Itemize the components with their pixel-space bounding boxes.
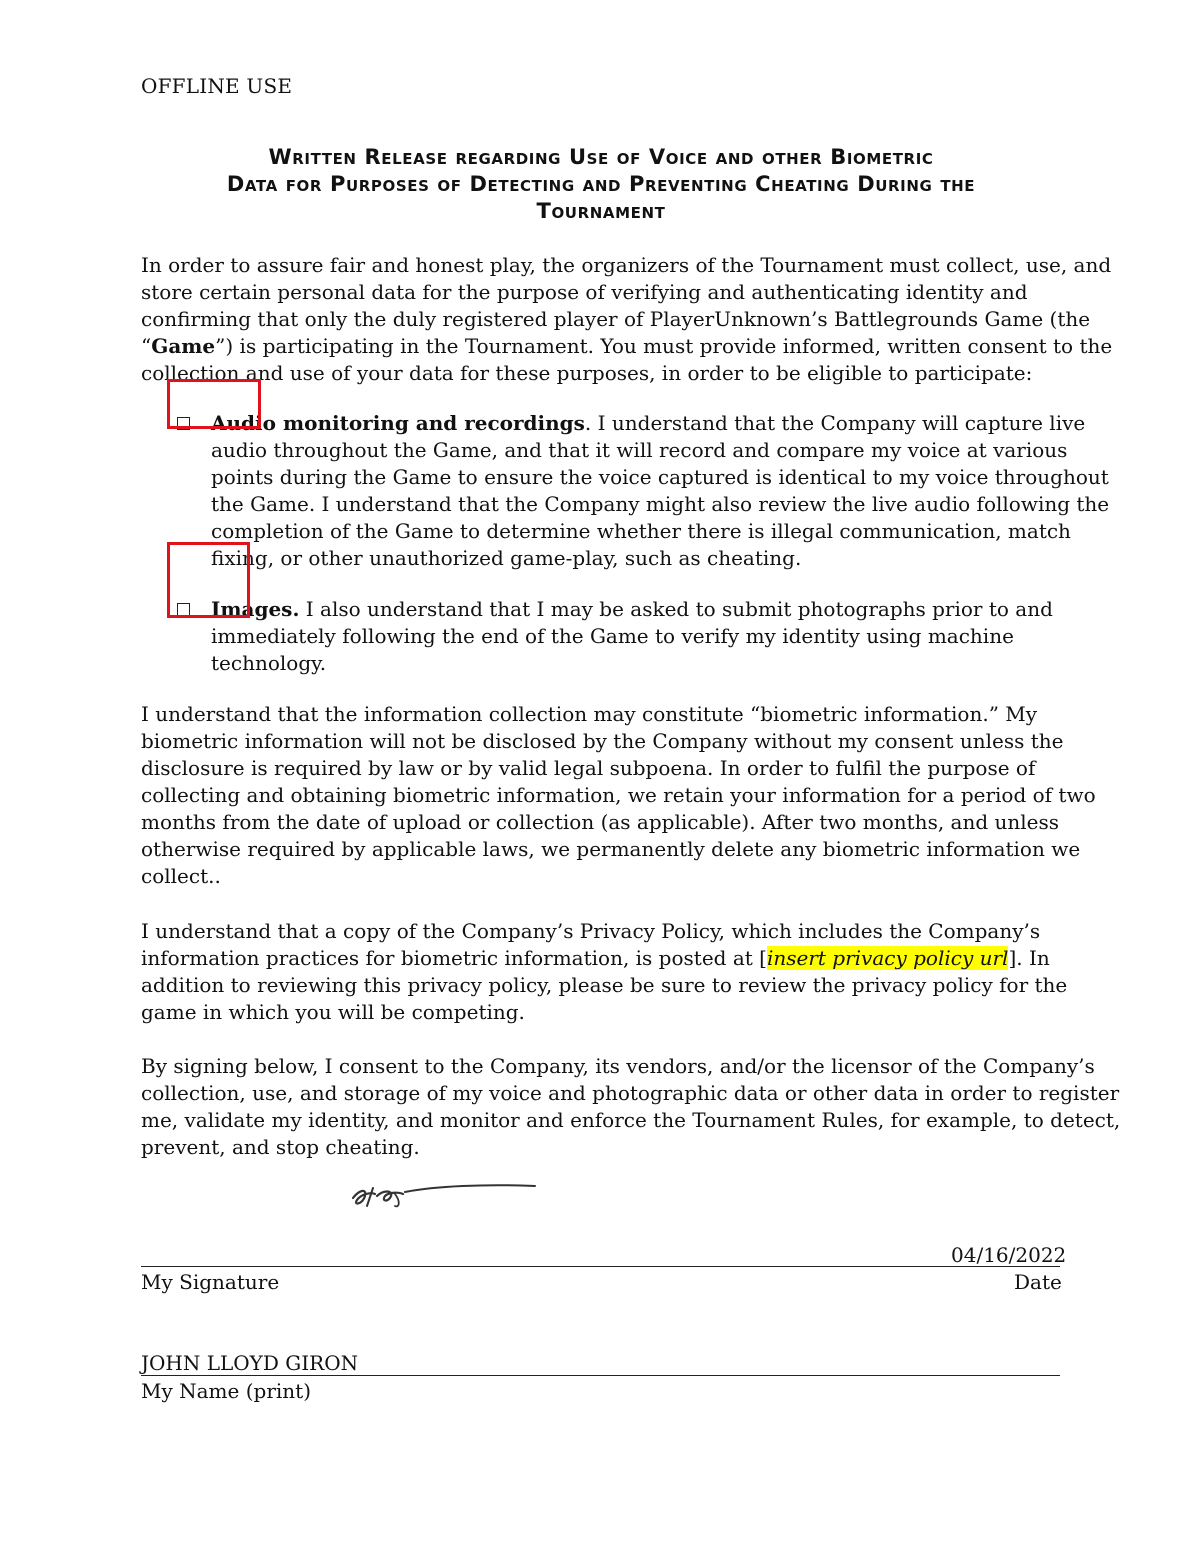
images-consent-text [211, 596, 1053, 677]
title-line-1: Written Release regarding Use of Voice and other Biometric [268, 145, 934, 169]
text-line: collection, use, and storage of my voice and photographic data or other data in order to register [141, 1081, 1120, 1105]
text-line [141, 945, 1066, 972]
text-line: confirming that only the duly registered player of PlayerUnknown’s Battlegrounds Game (the [141, 307, 1091, 331]
date-value: 04/16/2022 [951, 1243, 1067, 1267]
text-line [141, 333, 1113, 360]
text-line: audio throughout the Game, and that it will record and compare my voice at various [211, 438, 1068, 462]
name-label: My Name (print) [141, 1379, 311, 1403]
bracket: [ [759, 946, 767, 970]
text-line: otherwise required by applicable laws, we permanently delete any biometric information we [141, 837, 1081, 861]
text-line: disclosure is required by law or by valid legal subpoena. In order to fulfil the purpose of [141, 756, 1036, 780]
text-line: points during the Game to ensure the voice captured is identical to my voice throughout [211, 465, 1109, 489]
audio-consent-text [211, 410, 1109, 572]
text-line: collecting and obtaining biometric information, we retain your information for a period of two [141, 783, 1096, 807]
text-line: By signing below, I consent to the Company, its vendors, and/or the licensor of the Company’s [141, 1054, 1095, 1078]
privacy-policy-url-placeholder[interactable]: insert privacy policy url [766, 946, 1009, 970]
text-line: technology. [211, 651, 327, 675]
text-line: prevent, and stop cheating. [141, 1135, 420, 1159]
text-line: biometric information will not be disclosed by the Company without my consent unless the [141, 729, 1064, 753]
header-label: OFFLINE USE [141, 74, 293, 98]
printed-name-value: JOHN LLOYD GIRON [141, 1351, 359, 1375]
signature-label: My Signature [141, 1270, 280, 1294]
text-line [211, 596, 1053, 623]
text-line: fixing, or other unauthorized game-play, such as cheating. [211, 546, 802, 570]
text-line: I understand that the information collection may constitute “biometric information.” My [141, 702, 1038, 726]
text-line: collect.. [141, 864, 221, 888]
annotation-highlight-box [167, 542, 250, 618]
bracket: ] [1008, 946, 1017, 970]
text-line: immediately following the end of the Game to verify my identity using machine [211, 624, 1014, 648]
text-span: ”) is participating in the Tournament. You must provide informed, written consent to the [215, 334, 1113, 358]
handwritten-signature [345, 1176, 545, 1216]
text-line: In order to assure fair and honest play, the organizers of the Tournament must collect, use, and [141, 253, 1112, 277]
text-span: information practices for biometric information, is posted at [141, 946, 760, 970]
text-line: addition to reviewing this privacy policy, please be sure to review the privacy policy for the [141, 973, 1068, 997]
document-title [141, 144, 1061, 225]
text-line: me, validate my identity, and monitor and enforce the Tournament Rules, for example, to detect, [141, 1108, 1121, 1132]
name-line [141, 1375, 1060, 1376]
biometric-paragraph [141, 701, 1096, 890]
text-line: game in which you will be competing. [141, 1000, 525, 1024]
title-line-3: Tournament [536, 199, 666, 223]
item-heading: Images. [211, 597, 300, 621]
intro-paragraph [141, 252, 1113, 387]
item-heading: Audio monitoring and recordings [211, 411, 585, 435]
text-line: collection and use of your data for these purposes, in order to be eligible to participate: [141, 361, 1033, 385]
consent-paragraph [141, 1053, 1121, 1161]
text-line: completion of the Game to determine whether there is illegal communication, match [211, 519, 1071, 543]
privacy-paragraph [141, 918, 1066, 1026]
text-span: . In [1016, 946, 1050, 970]
text-line: store certain personal data for the purpose of verifying and authenticating identity and [141, 280, 1028, 304]
text-line: I understand that a copy of the Company’s Privacy Policy, which includes the Company’s [141, 919, 1041, 943]
quote-mark: “ [141, 334, 152, 358]
title-line-2: Data for Purposes of Detecting and Preventing Cheating During the [226, 172, 976, 196]
date-label: Date [1014, 1270, 1062, 1294]
text-line: the Game. I understand that the Company might also review the live audio following the [211, 492, 1110, 516]
annotation-highlight-box [167, 379, 261, 429]
text-line [211, 410, 1109, 437]
text-line: months from the date of upload or collection (as applicable). After two months, and unless [141, 810, 1060, 834]
signature-line [141, 1266, 1060, 1267]
defined-term: Game [151, 334, 216, 358]
text-span: I also understand that I may be asked to submit photographs prior to and [299, 597, 1053, 621]
text-span: . I understand that the Company will capture live [584, 411, 1086, 435]
